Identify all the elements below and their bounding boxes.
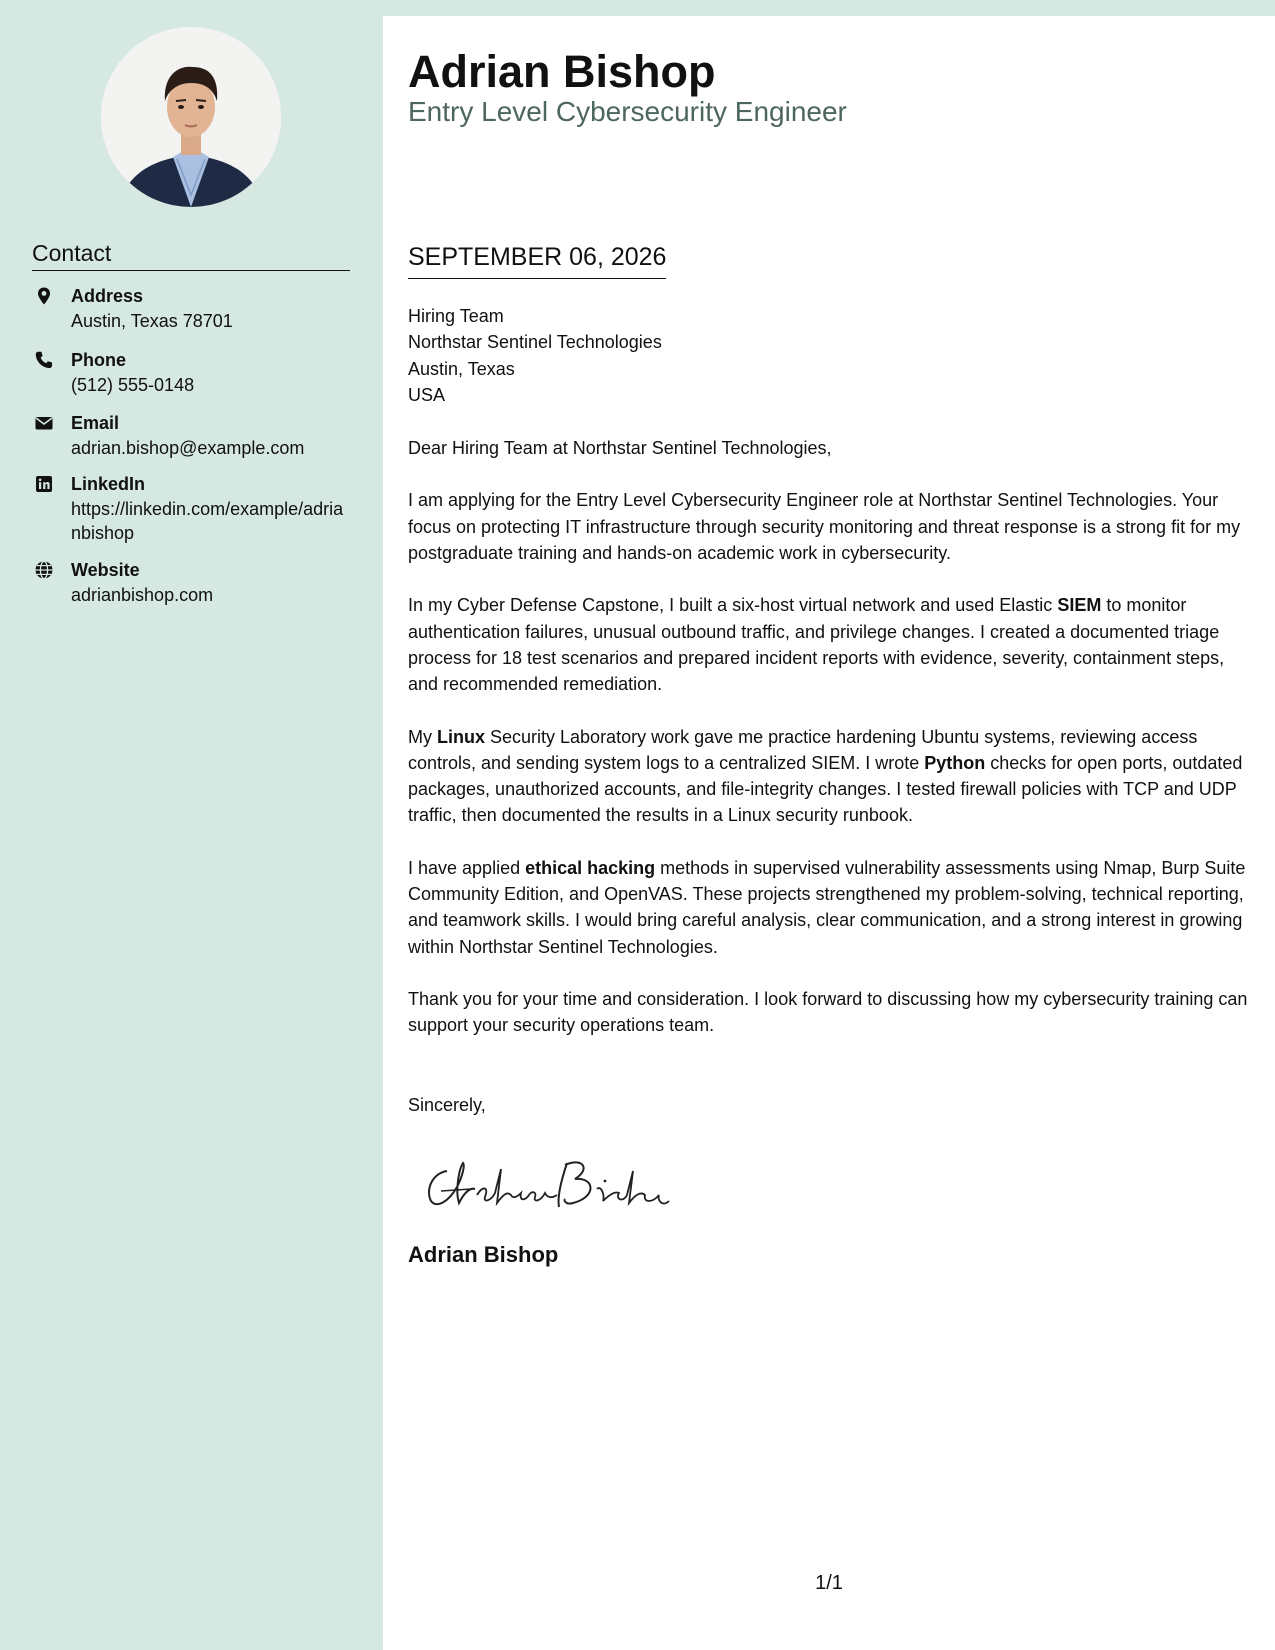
paragraph-4: I have applied ethical hacking methods in supervised vulnerability assessments using Nmap, Burp Suite Community Edition, and OpenVAS. These projects strengthened my problem-solving, technical reporting, and teamwork skills. I would bring careful analysis, clear communication, and a strong interest in growing within Northstar Sentinel Technologies. (408, 857, 1246, 957)
paragraph-5: Thank you for your time and consideration. I look forward to discussing how my cybersecurity training can support your security operations team. (408, 988, 1248, 1036)
salutation: Dear Hiring Team at Northstar Sentinel Technologies, (408, 438, 832, 459)
profile-photo (101, 27, 281, 207)
avatar (101, 27, 281, 207)
contact-item-address (32, 284, 362, 348)
phone-value: (512) 555-0148 (71, 375, 195, 395)
phone-icon (34, 350, 54, 370)
contact-list (32, 284, 362, 613)
contact-item-email (32, 411, 362, 472)
letter-body (408, 303, 1258, 1118)
linkedin-value[interactable]: https://linkedin.com/example/adrianbishop (71, 499, 344, 543)
recipient-address (408, 303, 1258, 408)
letter-date: SEPTEMBER 06, 2026 (408, 241, 666, 279)
recipient-line: Hiring Team (408, 306, 504, 326)
contact-item-phone (32, 348, 362, 411)
globe-icon (34, 560, 54, 580)
applicant-name: Adrian Bishop (408, 46, 716, 97)
linkedin-icon (34, 474, 54, 494)
contact-heading: Contact (32, 240, 350, 271)
contact-label: Website (71, 560, 140, 580)
recipient-line: USA (408, 384, 446, 405)
location-pin-icon (34, 286, 54, 306)
keyword-linux: Linux (437, 726, 485, 747)
paragraph-2: In my Cyber Defense Capstone, I built a six-host virtual network and used Elastic SIEM to monitor authentication failures, unusual outbound traffic, and privilege changes. I created a documented triage process for 18 test scenarios and prepared incident reports with evidence, severity, containment steps, and recommended remediation. (408, 595, 1225, 695)
website-value[interactable]: adrianbishop.com (71, 585, 214, 605)
job-title: Entry Level Cybersecurity Engineer (408, 96, 847, 127)
keyword-ethical-hacking: ethical hacking (525, 857, 656, 878)
sidebar (0, 0, 383, 1650)
envelope-icon (34, 413, 54, 433)
paragraph-1: I am applying for the Entry Level Cybersecurity Engineer role at Northstar Sentinel Technologies. Your focus on protecting IT infrastructure through security monitoring and threat response is a strong fit for my postgraduate training and hands-on academic work in cybersecurity. (408, 490, 1241, 564)
keyword-python: Python (924, 752, 986, 773)
recipient-line: Austin, Texas (408, 358, 515, 379)
contact-label: Phone (71, 350, 127, 370)
closing: Sincerely, (408, 1094, 486, 1115)
recipient-line: Northstar Sentinel Technologies (408, 332, 662, 353)
letter-panel (383, 16, 1275, 1650)
contact-label: LinkedIn (71, 474, 146, 494)
signer-name: Adrian Bishop (408, 1242, 559, 1267)
keyword-siem: SIEM (1057, 595, 1102, 616)
contact-item-linkedin (32, 472, 362, 558)
contact-item-website (32, 558, 362, 613)
paragraph-3: My Linux Security Laboratory work gave me practice hardening Ubuntu systems, reviewing access controls, and sending system logs to a centralized SIEM. I wrote Python checks for open ports, outdated packages, unauthorized accounts, and file-integrity changes. I tested firewall policies with TCP and UDP traffic, then documented the results in a Linux security runbook. (408, 726, 1243, 826)
contact-label: Email (71, 413, 120, 433)
address-value: Austin, Texas 78701 (71, 311, 233, 331)
page-number: 1/1 (815, 1572, 843, 1594)
handwritten-signature (419, 1151, 679, 1221)
contact-label: Address (71, 286, 144, 306)
email-value[interactable]: adrian.bishop@example.com (71, 438, 305, 458)
